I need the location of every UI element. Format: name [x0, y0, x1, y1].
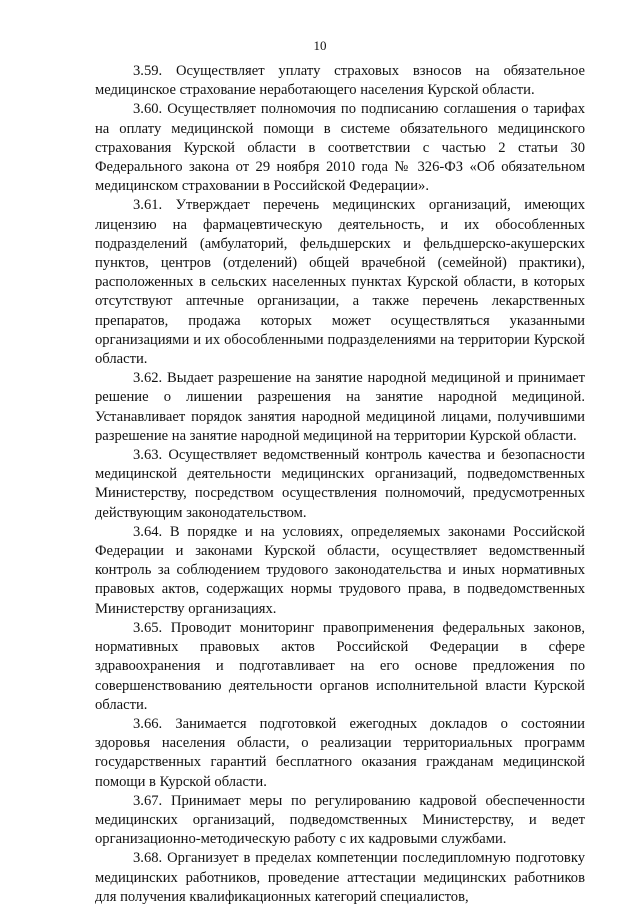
paragraph-3-63: 3.63. Осуществляет ведомственный контроль качества и безопасности медицинской деятельности медицинских организаций, подведомственных Министерству, посредством осуществления полномочий, предусмотренных действующим законодательством.	[95, 447, 585, 521]
paragraph-3-62: 3.62. Выдает разрешение на занятие народной медициной и принимает решение о лишении разрешения на занятие народной медициной. Устанавливает порядок занятия народной медициной лицами, получившими разрешение на занятие народной медициной на территории Курской области.	[95, 370, 585, 444]
paragraph-3-61: 3.61. Утверждает перечень медицинских организаций, имеющих лицензию на фармацевтическую деятельность, и их обособленных подразделений (амбулаторий, фельдшерских и фельдшерско-акушерских пунктов, центров (отделений) общей врачебной (семейной) практики), расположенных в сельских населенных пунктах Курской области, в которых отсутствуют аптечные организации, а также перечень лекарственных препаратов, продажа которых может осуществляться указанными организациями и их обособленными подразделениями на территории Курской области.	[95, 197, 585, 368]
paragraph-3-65: 3.65. Проводит мониторинг правоприменения федеральных законов, нормативных правовых актов Российской Федерации в сфере здравоохранения и подготавливает на его основе предложения по совершенствованию деятельности органов исполнительной власти Курской области.	[95, 619, 585, 713]
paragraph-3-68: 3.68. Организует в пределах компетенции последипломную подготовку медицинских работников, проведение аттестации медицинских работников для получения квалификационных категорий специалистов,	[95, 850, 585, 905]
paragraph-3-64: 3.64. В порядке и на условиях, определяемых законами Российской Федерации и законами Курской области, осуществляет ведомственный контроль за соблюдением трудового законодательства и иных нормативных правовых актов, содержащих нормы трудового права, в подведомственных Министерству организациях.	[95, 523, 585, 617]
page-number: 10	[313, 38, 327, 53]
paragraph-3-66: 3.66. Занимается подготовкой ежегодных докладов о состоянии здоровья населения области, о реализации территориальных программ государственных гарантий бесплатного оказания гражданам медицинской помощи в Курской области.	[95, 715, 585, 790]
document-body	[95, 62, 585, 907]
paragraph-3-60: 3.60. Осуществляет полномочия по подписанию соглашения о тарифах на оплату медицинской помощи в системе обязательного медицинского страхования Курской области в соответствии с частью 2 статьи 30 Федерального закона от 29 ноября 2010 года № 326-ФЗ «Об обязательном медицинском страховании в Российской Федерации».	[95, 101, 585, 195]
paragraph-3-67: 3.67. Принимает меры по регулированию кадровой обеспеченности медицинских организаций, подведомственных Министерству, и ведет организационно-методическую работу с их кадровыми службами.	[95, 792, 585, 848]
paragraph-3-59: 3.59. Осуществляет уплату страховых взносов на обязательное медицинское страхование неработающего населения Курской области.	[95, 63, 585, 99]
